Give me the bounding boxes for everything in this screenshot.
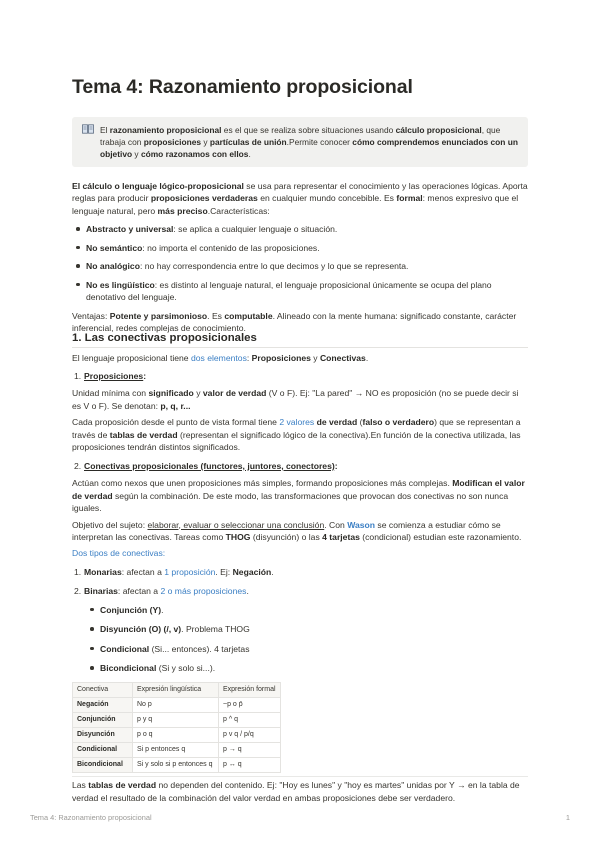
- link-wason[interactable]: Wason: [347, 519, 376, 530]
- list-item: 1. Monarias: afectan a 1 proposición. Ej: Negación.: [74, 566, 274, 577]
- section-conectivas: [72, 330, 528, 808]
- list-item: No semántico: no importa el contenido de las proposiciones.: [86, 242, 528, 254]
- list-item: Abstracto y universal: se aplica a cualquier lenguaje o situación.: [86, 223, 528, 235]
- link-dos-elementos[interactable]: dos elementos: [190, 352, 247, 363]
- table-row: Bicondicional Si y solo si p entonces q p ↔ q: [73, 758, 281, 773]
- list-item: Disyunción (O) (/, v). Problema THOG: [100, 623, 528, 635]
- callout-text: El razonamiento proposicional es el que se realiza sobre situaciones usando cálculo proposicional, que trabaja con proposiciones y partículas de unión.Permite conocer cómo comprendemos enunciados con un objetivo y cómo razonamos con ellos.: [100, 125, 518, 160]
- book-icon: [82, 124, 94, 134]
- footer-title: Tema 4: Razonamiento proposicional: [30, 813, 152, 822]
- divider: [72, 776, 528, 777]
- types-list: [72, 566, 528, 598]
- link-tipos-conectivas[interactable]: Dos tipos de conectivas:: [72, 548, 166, 559]
- table-row: Disyunción p o q p v q / p/q: [73, 728, 281, 743]
- binary-list: [72, 604, 528, 675]
- list-item: Bicondicional (Si y solo si...).: [100, 662, 528, 674]
- proposiciones-label: Proposiciones: [84, 370, 144, 381]
- advantages-paragraph: Ventajas: Potente y parsimonioso. Es computable. Alineado con la mente humana: significado constante, carácter inferencial, redes complejas de conocimiento.: [72, 310, 517, 334]
- characteristics-list: [72, 223, 528, 303]
- section-heading: 1. Las conectivas proposicionales: [72, 330, 528, 348]
- page-title: Tema 4: Razonamiento proposicional: [72, 76, 413, 98]
- list-item: Condicional (Si... entonces). 4 tarjetas: [100, 643, 528, 655]
- proposiciones-def: Unidad mínima con significado y valor de verdad (V o F). Ej: "La pared" → NO es proposición (no se puede decir si es V o F). Se denotan: p, q, r...: [72, 388, 519, 411]
- section-intro: El lenguaje proposicional tiene dos elementos: Proposiciones y Conectivas.: [72, 352, 369, 363]
- page-number: 1: [565, 813, 570, 822]
- connectives-table: [72, 682, 281, 774]
- conectivas-label: Conectivas proposicionales (functores, juntores, conectores): [84, 460, 335, 471]
- link-1-proposicion[interactable]: 1 proposición: [164, 566, 216, 577]
- conectivas-objective: Objetivo del sujeto: elaborar, evaluar o seleccionar una conclusión. Con Wason se comienza a estudiar cómo se interpretan las conectivas. Tareas como THOG (disyunción) o las 4 tarjetas (condicional) estudian este razonamiento.: [72, 519, 522, 542]
- proposiciones-item: 1. Proposiciones:: [74, 370, 147, 381]
- intro-paragraph: El cálculo o lenguaje lógico-proposicional se usa para representar el conocimiento y las operaciones lógicas. Aporta reglas para producir proposiciones verdaderas en cualquier mundo concebible. Es formal: menos expresivo que el lenguaje natural, pero más preciso.Características:: [72, 181, 528, 216]
- intro-block: [72, 180, 528, 339]
- list-item: 2. Binarias: afectan a 2 o más proposiciones.: [74, 586, 249, 597]
- closing-paragraph: Las tablas de verdad no dependen del contenido. Ej: "Hoy es lunes" y "hoy es martes" unidas por Y → en la tabla de verdad el resultado de la combinación del valor verdad en ambas proposiciones debe ser verdadero.: [72, 780, 520, 803]
- list-item: No analógico: no hay correspondencia entre lo que decimos y lo que se representa.: [86, 260, 528, 272]
- summary-callout: [72, 117, 528, 167]
- link-2-o-mas[interactable]: 2 o más proposiciones: [160, 586, 247, 597]
- table-row: Conjunción p y q p ^ q: [73, 712, 281, 727]
- table-header-row: Conectiva Expresión lingüística Expresión formal: [73, 682, 281, 697]
- link-2-valores[interactable]: 2 valores: [279, 417, 315, 428]
- list-item: Conjunción (Y).: [100, 604, 528, 616]
- page-footer: [30, 813, 570, 824]
- conectivas-def: Actúan como nexos que unen proposiciones más simples, formando proposiciones más complejas. Modifican el valor de verdad según la combinación. De este modo, las transformaciones que provocan dos conectivas no son nunca iguales.: [72, 478, 525, 514]
- conectivas-item: 2. Conectivas proposicionales (functores, juntores, conectores):: [74, 460, 338, 471]
- table-row: Condicional Si p entonces q p → q: [73, 743, 281, 758]
- list-item: No es lingüístico: es distinto al lenguaje natural, el lenguaje proposicional únicamente se ocupa del plano denotativo del lenguaje.: [86, 279, 528, 304]
- table-row: Negación No p ~p o p̄: [73, 697, 281, 712]
- proposiciones-values: Cada proposición desde el punto de vista formal tiene 2 valores de verdad (falso o verdadero) que se representan a través de tablas de verdad (representan el significado lógico de la conectiva).En función de la conectiva utilizada, las proposiciones tendrán distintos significados.: [72, 417, 521, 453]
